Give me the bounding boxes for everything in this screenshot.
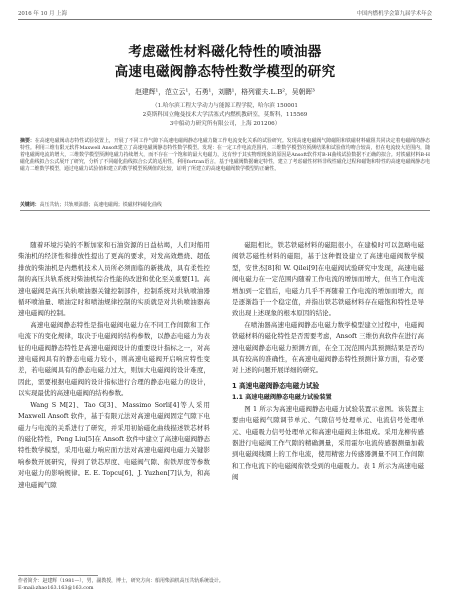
paper-title-line1: 考虑磁性材料磁化特性的喷油器 (128, 44, 322, 60)
body-paragraph: 随着环境污染的不断加家和石油资源的日益枯竭，人们对船用柴油机的经济性和排放性提出了更高的要求，对发高效燃烧、超低排放的柴油机是内燃机技术人员所必须面临的新挑战，具有柔性控制的高压共轨系统对柴油机综合性能的改进和优化至关重要[1]。高速电磁阀是高压共轨喷油器关键控制部件，控制系统对共轨喷油器循环喷油量、喷油定时和喷油规律控制的实质就是对共轨喷油器高速电磁阀的控制。 (18, 241, 210, 318)
subsection-heading: 1.1 高速电磁阀静态电磁力试验装置 (232, 394, 332, 402)
abstract-text: 在高速电磁阀动态特性试验装置上，开展了不同工作气隙下高速电磁阀静态电磁力随工作电流变化关系的试验研究。发现高速电磁阀气隙磁阻和铁磁材料磁阻共同决定着电磁阀的静态特性。利用三维有限元软件Maxwell Ansoft建立了高速电磁阀静态特性数学模型。发现：在一定工作电流范围内，三维数学模型的预测结果和试验值均吻合较高，但在电流较大范围内，随着电磁阀电流的增大，三维数学模型预测电磁力持续增大，而不存在一个饱和的最大电磁力，这有悖于其实物理现象的原因是Ansoft软件对B-H曲线试验数据不正确的拟合。对铁磁材料B-H磁化曲线拟合公式展开了研究，分析了不同磁化曲线拟合公式的适用性，利用fortran语言，基于电磁阀数据确定特性，建立了考虑磁性材料非线性磁化过程和磁饱和特性的高速电磁阀静态电磁力二维数学模型，通过电磁力试验值和建立的数学模型预测值的比较，证明了所建立的高速电磁阀数学模型的正确性。 (20, 138, 430, 173)
keywords-label: 关键词： (20, 202, 40, 208)
body-paragraph: 高速电磁阀静态特性是指电磁阀电磁力在不同工作间隙和工作电流下的变化规律，取决于电磁阀的结构参数，以静态电磁力为表征的电磁阀静态特性是高速电磁阀设计的重要设计指标之一，对高速电磁阀具有的静态电磁力较小，则高速电磁阀开启响应特性变差，若电磁阀具有的静态电磁力过大，则加大电磁阀的设计难度，因此，需要根据电磁阀的设计指标进行合理的静态电磁力的设计，以实现最优的高速电磁阀的结构参数。 (18, 320, 210, 398)
affiliation-3: 3中船动力研究所有限公司，上海 201206） (169, 121, 281, 127)
body-paragraph: 图 1 所示为高速电磁阀静态电磁力试验装置示意图。该装置主要由电磁阀气隙调节单元、气隙信号处理单元、电流信号处理单元、电磁吸力信号处理单元和高速电磁阀主体组成。采用龙柳传感器进行电磁阀工作气隙的精确测量，采用霍尔电流传感器测量加载到电磁阀线圈上的工作电流，使用精密力传感器测量不同工作间隙和工作电流下的电磁阀衔铁受到的电磁吸力。表 1 所示为高速电磁阀 (232, 404, 424, 482)
affiliation-2: 2莫斯科国立鲍曼技术大学活塞式内燃机教研室，莫斯科，115569 (142, 112, 308, 118)
running-header (18, 9, 432, 20)
section-heading: 1 高速电磁阀静态电磁力试验 (232, 381, 320, 390)
header-conference: 中国内燃机学会第九届学术年会 (356, 11, 432, 17)
body-paragraph: 磁阻相比，铁芯铁磁材料的磁阻很小，在建模时可以忽略电磁阀铁芯磁性材料的磁阻，基于这种假设建立了高速电磁阀数学模型，安世杰[8]和 W. Qilei[9]在电磁阀试验研究中发现，高速电磁阀电磁力在一定范围内随着工作电流的增加而增大，但当工作电流增加到一定值后，电磁力几乎不再随着工作电流的增加而增大，而是逐渐趋于一个稳定值，并指出铁芯铁磁材料存在磁饱和特性是导致出现上述现象的根本原因的结论。 (232, 241, 424, 318)
author-list: 赵建辉¹，范立云¹，石勇¹，刘鹏¹，格列霍夫.L.B²，吴朝晖³ (135, 88, 315, 96)
footnote (18, 578, 432, 592)
header-date: 2016 年 10 月 上海 (18, 11, 67, 17)
keywords (20, 201, 430, 208)
left-column (18, 240, 210, 491)
abstract-divider (20, 210, 430, 211)
paper-title-line2: 高速电磁阀静态特性数学模型的研究 (114, 64, 336, 80)
keywords-text: 高压共轨；共轨喷油器；高速电磁阀；铁磁材料磁化曲线 (39, 202, 162, 208)
affiliation-1: （1.哈尔滨工程大学动力与能源工程学院，哈尔滨 150001 (152, 103, 298, 109)
right-column (232, 240, 424, 484)
body-paragraph: 在喷油器高速电磁阀静态电磁力数学模型建立过程中，电磁阀铁磁材料的磁化特性是否需要考虑，Ansoft 三维仿真软件在进行高速电磁阀静态电磁力预测方面，在全工况范围内其预测结果是否均具有较高的准确性，在高速电磁阀静态特性预测计算方面，有必要对上述的问题开展详细的研究。 (232, 320, 424, 375)
author-bio: 作者简介：赵建辉（1981—），男，副教授，博士，研究方向：船用柴油机高压共轨系统设计。 (18, 578, 224, 584)
abstract (20, 138, 430, 173)
abstract-label: 摘要： (20, 138, 35, 144)
author-email: E-mail:zhao163.163@163.com (18, 585, 94, 591)
footnote-divider (18, 575, 98, 576)
body-paragraph: Wang S M[2]、Tao G[3]、Massimo Sorli[4]等人采用 Maxwell Ansoft 软件，基于有限元法对高速电磁阀固定气隙下电磁力与电流的关系进行了研究，并采用初始磁化曲线描述铁芯材料的磁化特性，Peng Liu[5]在 Ansoft 软件中建立了高速电磁阀静态特性数学模型，采用电磁力响应面方法对高速电磁阀电磁力关键影响参数开展研究，得到了铁芯厚度、电磁阀气隙、衔铁厚度等参数对电磁力的影响规律。E. E. Topcu[6]、J. Yuzhen[7]认为，和高速电磁阀气隙 (18, 400, 210, 489)
